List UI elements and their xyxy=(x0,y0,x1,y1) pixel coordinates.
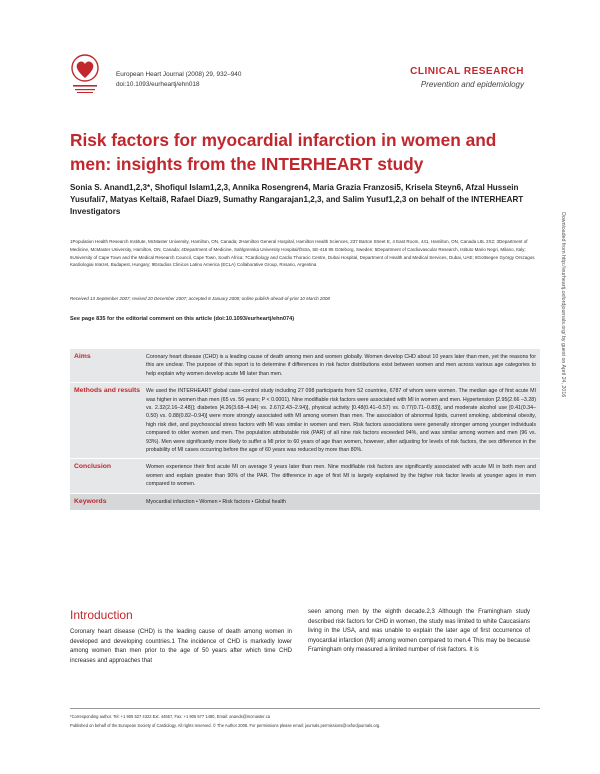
body-column-left xyxy=(70,608,292,666)
subsection-label: Prevention and epidemiology xyxy=(420,80,524,89)
intro-paragraph-continued: seen among men by the eighth decade.2,3 Although the Framingham study described risk factors for CHD in women, the study was limited to white Caucasians living in the USA, and was unable to explain the later age of first occurrence of myocardial infarction (MI) among women compared to men.4 This may be because Framingham only measured a limited number of risk factors. It is xyxy=(308,609,530,654)
editorial-note: See page 835 for the editorial comment on this article (doi:10.1093/eurheartj/ehn074) xyxy=(70,316,295,322)
abstract-row-aims xyxy=(70,348,540,382)
received-dates: Received 13 September 2007; revised 20 December 2007; accepted 8 January 2008; online publish-ahead-of-print 10 March 2008 xyxy=(70,296,330,301)
author-list: Sonia S. Anand1,2,3*, Shofiqul Islam1,2,3, Annika Rosengren4, Maria Grazia Franzosi5, Krisela Steyn6, Afzal Hussein Yusufali7, Matyas Keltai8, Rafael Diaz9, Sumathy Rangarajan1,2,3, and Salim Yusuf1,2,3 on behalf of the INTERHEART Investigators xyxy=(70,183,524,216)
abstract-label: Aims xyxy=(74,353,91,360)
abstract-row-keywords xyxy=(70,493,540,510)
abstract-label: Methods and results xyxy=(74,387,141,395)
abstract-label: Conclusion xyxy=(74,463,112,471)
body-column-right xyxy=(308,608,530,656)
abstract-row-methods xyxy=(70,382,540,458)
affiliations: 1Population Health Research Institute, McMaster University, Hamilton, ON, Canada; 2Hamilton General Hospital, Hamilton Health Sciences, 237 Barton Street E, 4 East Room, 441, Hamilton, ON, Canada L8L 2X2; 3Department of Medicine, McMaster University, Hamilton, ON, Canada; 4Department of Medicine, Sahlgrenska University Hospital/Östra, SE-416 85 Göteborg, Sweden; 5Department of Cardiovascular Research, Istituto Mario Negri, Milano, Italy; 6University of Cape Town and the Medical Research Council, Cape Town, South Africa; 7Cardiology and Cardio Thoracic Centre, Dubai Hospital, Department of Health and Medical Services, Dubai, UAE; 8Gottsegen György Orszagos Kardiologiai Intezet, Budapest, Hungary; 9Estudios Clinicos Latino America (ECLA) Collaborative Group, Rosario, Argentina xyxy=(70,239,535,268)
abstract-text: Women experience their first acute MI on average 9 years later than men. Nine modifiable risk factors are significantly associated with acute MI in both men and women and explain greater than 90% of the PAR. The difference in age of first MI is largely explained by the higher risk factor levels at younger ages in men compared to women. xyxy=(146,464,536,488)
section-label: CLINICAL RESEARCH xyxy=(410,66,524,77)
introduction-heading: Introduction xyxy=(70,608,133,622)
footnote-divider xyxy=(70,708,540,709)
abstract-row-conclusion xyxy=(70,458,540,492)
footnotes xyxy=(70,712,540,730)
download-note: Downloaded from http://eurheartj.oxfordjournals.org/ by guest on April 24, 2016 xyxy=(560,212,566,398)
abstract-text: Coronary heart disease (CHD) is a leading cause of death among men and women globally. Women develop CHD about 10 years later than men, yet the reasons for this are unclear. The purpose of this report is to determine if differences in risk factor distributions exist between women and men across various age categories to help explain why women develop acute MI later than men. xyxy=(146,354,536,377)
structured-abstract xyxy=(70,348,540,510)
publisher-note: Published on behalf of the European Society of Cardiology. All rights reserved. © The Author 2008. For permissions please email: journals.permissions@oxfordjournals.org. xyxy=(70,723,381,728)
intro-paragraph: Coronary heart disease (CHD) is the leading cause of death among women in developed and developing countries.1 The incidence of CHD is markedly lower among women than men prior to the age of 50 years after which time CHD increases and approaches that xyxy=(70,629,292,664)
journal-doi: doi:10.1093/eurheartj/ehn018 xyxy=(116,81,200,88)
abstract-label: Keywords xyxy=(74,497,107,505)
keywords-text: Myocardial infarction • Women • Risk factors • Global health xyxy=(146,498,287,505)
corresponding-author: *Corresponding author. Tel: +1 905 527 4322 Ext. 44557, Fax: +1 905 577 1490, Email: anands@mcmaster.ca xyxy=(70,714,271,719)
article-title: Risk factors for myocardial infarction in women and men: insights from the INTERHEART study xyxy=(70,130,497,174)
journal-meta xyxy=(116,70,241,90)
esc-logo xyxy=(68,52,102,96)
section-kicker xyxy=(410,66,524,89)
journal-citation: European Heart Journal (2008) 29, 932–940 xyxy=(116,71,242,78)
abstract-text: We used the INTERHEART global case–control study including 27 098 participants from 52 countries, 6787 of whom were women. The median age of first acute MI was higher in women than men (65 vs. 56 years; P < 0.0001). Nine modifiable risk factors were associated with MI in women and men. Hypertension [2.95(2.66 –3.28) vs. 2.32(2.16–2.48)]; diabetes [4.26(3.68–4.94) vs. 2.67(2.43–2.94)], physical activity [0.48(0.41–0.57) vs. 0.77(0.71–0.83)], and moderate alcohol use [0.41(0.34–0.50) vs. 0.88(0.82–0.94)] were more strongly associated with MI among women than men. The association of abnormal lipids, current smoking, abdominal obesity, high risk diet, and psychosocial stress factors with MI was similar in women and men. Risk factors associations were generally stronger among younger individuals compared to older women and men. The population attributable risk (PAR) of all nine risk factors exceeded 94%, and was similar among women and men (96 vs. 93%). Men were significantly more likely to suffer a MI prior to 60 years of age than women, however, after adjusting for levels of risk factors, the sex difference in the probability of MI cases occurring before the age of 60 years was reduced by more than 80%. xyxy=(146,388,536,454)
download-watermark xyxy=(560,212,574,592)
